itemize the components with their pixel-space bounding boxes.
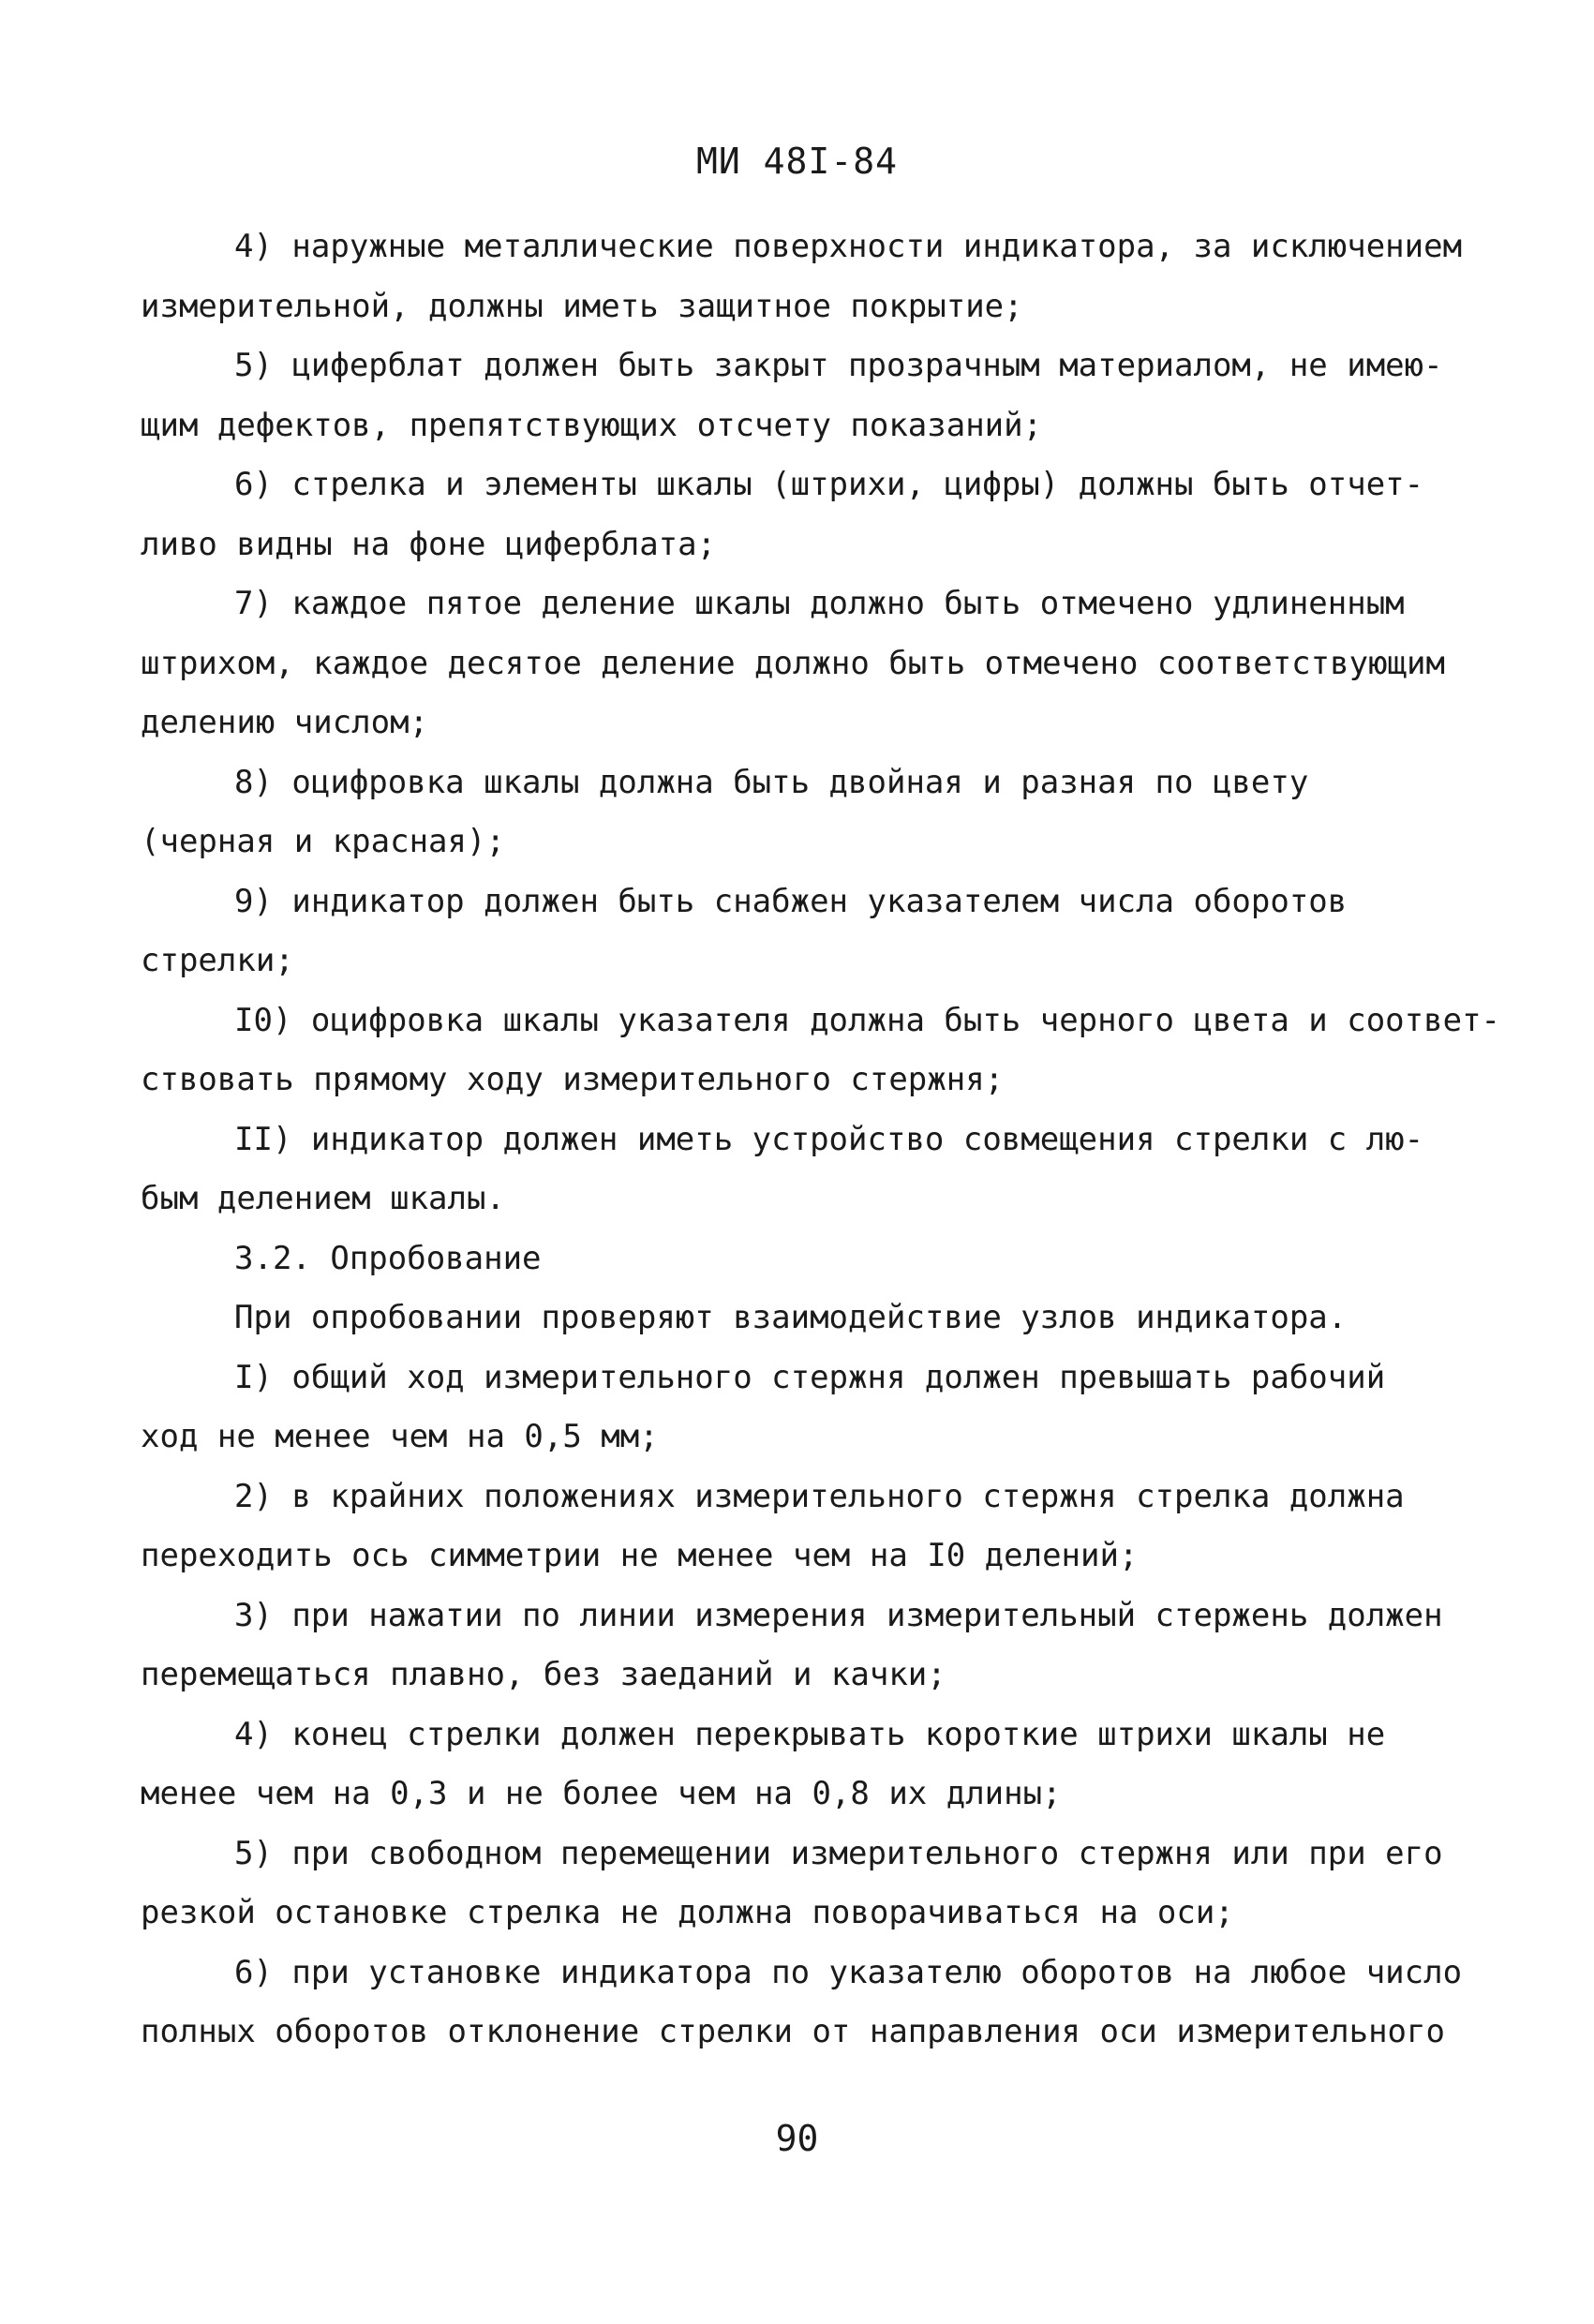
page-number: 90 <box>775 2118 819 2159</box>
text-line: щим дефектов, препятствующих отсчету показаний; <box>141 406 1043 444</box>
text-line: 2) в крайних положениях измерительного стержня стрелка должна <box>234 1477 1405 1515</box>
text-line: (черная и красная); <box>141 823 505 860</box>
text-line: переходить ось симметрии не менее чем на I0 делений; <box>141 1537 1139 1574</box>
text-line: перемещаться плавно, без заеданий и качки; <box>141 1656 946 1693</box>
document-header: МИ 48I-84 <box>696 141 898 182</box>
text-line: полных оборотов отклонение стрелки от направления оси измерительного <box>141 2013 1445 2050</box>
text-line: ход не менее чем на 0,5 мм; <box>141 1418 659 1455</box>
text-line: 5) при свободном перемещении измерительного стержня или при его <box>234 1834 1443 1872</box>
text-line: делению числом; <box>141 704 429 741</box>
text-line: 4) конец стрелки должен перекрывать короткие штрихи шкалы не <box>234 1715 1386 1753</box>
text-line: I0) оцифровка шкалы указателя должна быть черного цвета и соответ- <box>234 1001 1501 1039</box>
text-line: При опробовании проверяют взаимодействие узлов индикатора. <box>234 1299 1348 1336</box>
text-line: 9) индикатор должен быть снабжен указателем числа оборотов <box>234 882 1348 920</box>
text-line: 7) каждое пятое деление шкалы должно быть отмечено удлиненным <box>234 585 1405 622</box>
text-line: ствовать прямому ходу измерительного стержня; <box>141 1061 1005 1098</box>
text-line: измерительной, должны иметь защитное покрытие; <box>141 287 1023 325</box>
body-text <box>141 217 1501 2063</box>
text-line: 4) наружные металлические поверхности индикатора, за исключением <box>234 228 1463 265</box>
text-line: 3) при нажатии по линии измерения измерительный стержень должен <box>234 1596 1443 1634</box>
text-line: I) общий ход измерительного стержня должен превышать рабочий <box>234 1358 1386 1396</box>
text-line: 8) оцифровка шкалы должна быть двойная и разная по цвету <box>234 763 1309 801</box>
text-line: штрихом, каждое десятое деление должно быть отмечено соответствующим <box>141 644 1445 682</box>
text-line: ливо видны на фоне циферблата; <box>141 525 717 563</box>
text-line: 5) циферблат должен быть закрыт прозрачным материалом, не имею- <box>234 347 1443 384</box>
text-line: стрелки; <box>141 942 294 979</box>
text-line: менее чем на 0,3 и не более чем на 0,8 их длины; <box>141 1775 1062 1812</box>
text-line: 3.2. Опробование <box>234 1239 542 1277</box>
text-line: резкой остановке стрелка не должна поворачиваться на оси; <box>141 1894 1234 1931</box>
text-line: II) индикатор должен иметь устройство совмещения стрелки с лю- <box>234 1120 1424 1158</box>
text-line: 6) стрелка и элементы шкалы (штрихи, цифры) должны быть отчет- <box>234 466 1424 503</box>
text-line: 6) при установке индикатора по указателю оборотов на любое число <box>234 1953 1463 1991</box>
text-line: бым делением шкалы. <box>141 1180 505 1217</box>
